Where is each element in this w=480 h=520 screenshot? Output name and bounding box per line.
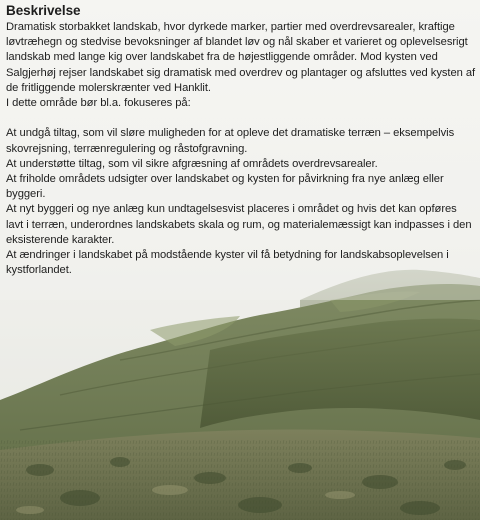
section-heading: Beskrivelse: [6, 3, 81, 18]
intro-paragraph: Dramatisk storbakket landskab, hvor dyrkede marker, partier med overdrevsarealer, kraftige løvtræhegn og stedvise bevoksninger af blandet løv og nål skaber et varieret og oplevelsesrigt landskab med lange kig over landskabet fra de højestliggende områder. Mod kysten ved Salgjerhøj rejser landskabet sig dramatisk med overdrev og plantager og afsluttes ved kysten af de fritliggende molerskrænter ved Hanklit.: [6, 21, 476, 94]
focus-point: At undgå tiltag, som vil sløre muligheden for at opleve det dramatiske terræn – eksempelvis skovrejsning, terrænregulering og råstofgravning.: [6, 127, 455, 155]
focus-point: At friholde områdets udsigter over landskabet og kysten for påvirkning fra nye anlæg eller byggeri.: [6, 173, 444, 201]
focus-point: At ændringer i landskabet på modstående kyster vil få betydning for landskabsoplevelsen i kystforlandet.: [6, 249, 449, 277]
focus-point: At understøtte tiltag, som vil sikre afgræsning af områdets overdrevsarealer.: [6, 157, 378, 170]
paragraph-gap: [6, 111, 476, 126]
description-section: [6, 3, 476, 278]
focus-intro: I dette område bør bl.a. fokuseres på:: [6, 97, 191, 110]
focus-point: At nyt byggeri og nye anlæg kun undtagelsesvist placeres i området og hvis det kan opføres lavt i terræn, underordnes landskabets skala og rum, og materialemæssigt kan indpasses i den eksisterende karakter.: [6, 203, 472, 246]
